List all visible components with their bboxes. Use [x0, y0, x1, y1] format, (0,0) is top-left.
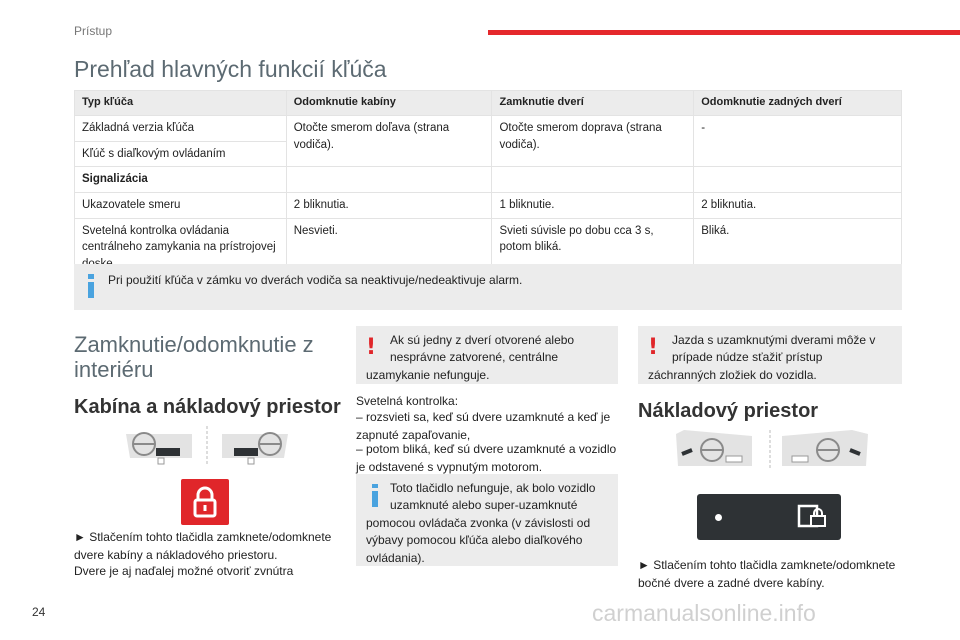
table-cell: 1 bliknutie. [492, 192, 694, 218]
table-cell: Nesvieti. [286, 218, 492, 277]
lamp-line: – rozsvieti sa, keď sú dvere uzamknuté a keď je zapnuté zapaľovanie, [356, 410, 611, 442]
subheading-cab: Kabína a nákladový priestor [74, 396, 341, 418]
cab-instruction: ► Stlačením tohto tlačidla zamknete/odomknete dvere kabíny a nákladového priestoru. [74, 530, 332, 562]
info-note-text: Toto tlačidlo nefunguje, ak bolo vozidlo uzamknuté alebo super-uzamknuté pomocou ovládača zvonka (v závislosti od výbavy pomocou kľúča alebo diaľkového ovládania). [366, 481, 596, 565]
table-cell: Základná verzia kľúča [75, 115, 287, 141]
table-cell [694, 167, 902, 193]
table-cell: Bliká. [694, 218, 902, 277]
info-note-box [356, 474, 618, 566]
table-cell: 2 bliknutia. [286, 192, 492, 218]
cab-note: Dvere je aj naďalej možné otvoriť zvnútra [74, 564, 294, 578]
table-cell: Svetelná kontrolka ovládania centrálneho zamykania na prístrojovej [75, 218, 287, 277]
warning-box [638, 326, 902, 384]
central-lock-button [181, 479, 229, 525]
watermark: carmanualsonline.info [592, 600, 816, 626]
table-cell: 2 bliknutia. [694, 192, 902, 218]
table-cell: Ukazovatele smeru [75, 192, 287, 218]
table-header: Odomknutie kabíny [286, 91, 492, 116]
lock-icon [181, 479, 229, 525]
warning-text: Jazda s uzamknutými dverami môže v prípade núdze sťažiť prístup záchranných zložiek do vozidla. [648, 333, 876, 382]
table-header: Odomknutie zadných dverí [694, 91, 902, 116]
table-header-row [75, 91, 902, 116]
warning-text: Ak sú jedny z dverí otvorené alebo nesprávne zatvorené, centrálne uzamykanie nefunguje. [366, 333, 575, 382]
page-title: Prehľad hlavných funkcií kľúča [74, 56, 387, 82]
info-note-box [74, 264, 902, 310]
cargo-lock-button [697, 494, 841, 540]
warning-box [356, 326, 618, 384]
info-icon [366, 480, 386, 510]
table-cell: Svieti súvisle po dobu cca 3 s, potom bliká. [492, 218, 694, 277]
table-cell: Signalizácia [75, 167, 287, 193]
table-cell: Otočte smerom doprava (strana vodiča). [492, 115, 694, 166]
subheading-cargo: Nákladový priestor [638, 400, 819, 422]
warning-icon: ! [366, 335, 377, 360]
info-icon [86, 274, 96, 298]
table-cell [286, 167, 492, 193]
section-label: Prístup [74, 24, 113, 38]
info-note-text: Pri použití kľúča v zámku vo dverách vodiča sa neaktivuje/nedeaktivuje alarm. [108, 273, 523, 287]
table-cell: Kľúč s diaľkovým ovládaním [75, 141, 287, 167]
section-heading: Zamknutie/odomknutie z interiéru [74, 332, 314, 383]
table-header: Zamknutie dverí [492, 91, 694, 116]
table-row [75, 167, 902, 193]
table-cell [492, 167, 694, 193]
table-cell: - [694, 115, 902, 166]
dashboard-illustration [672, 428, 872, 472]
header-accent-bar [488, 30, 960, 35]
key-functions-table [74, 90, 902, 278]
table-cell: Otočte smerom doľava (strana vodiča). [286, 115, 492, 166]
dashboard-illustration [122, 424, 292, 468]
table-row [75, 115, 902, 141]
indicator-dot [715, 514, 722, 521]
table-row [75, 192, 902, 218]
lamp-line: – potom bliká, keď sú dvere uzamknuté a vozidlo je odstavené s vypnutým motorom. [356, 442, 617, 474]
page-number: 24 [32, 605, 46, 619]
cargo-instruction: ► Stlačením tohto tlačidla zamknete/odomknete bočné dvere a zadné dvere kabíny. [638, 558, 896, 590]
cargo-door-icon [797, 504, 829, 530]
lamp-title: Svetelná kontrolka: [356, 394, 459, 408]
warning-icon: ! [648, 335, 659, 360]
table-header: Typ kľúča [75, 91, 287, 116]
